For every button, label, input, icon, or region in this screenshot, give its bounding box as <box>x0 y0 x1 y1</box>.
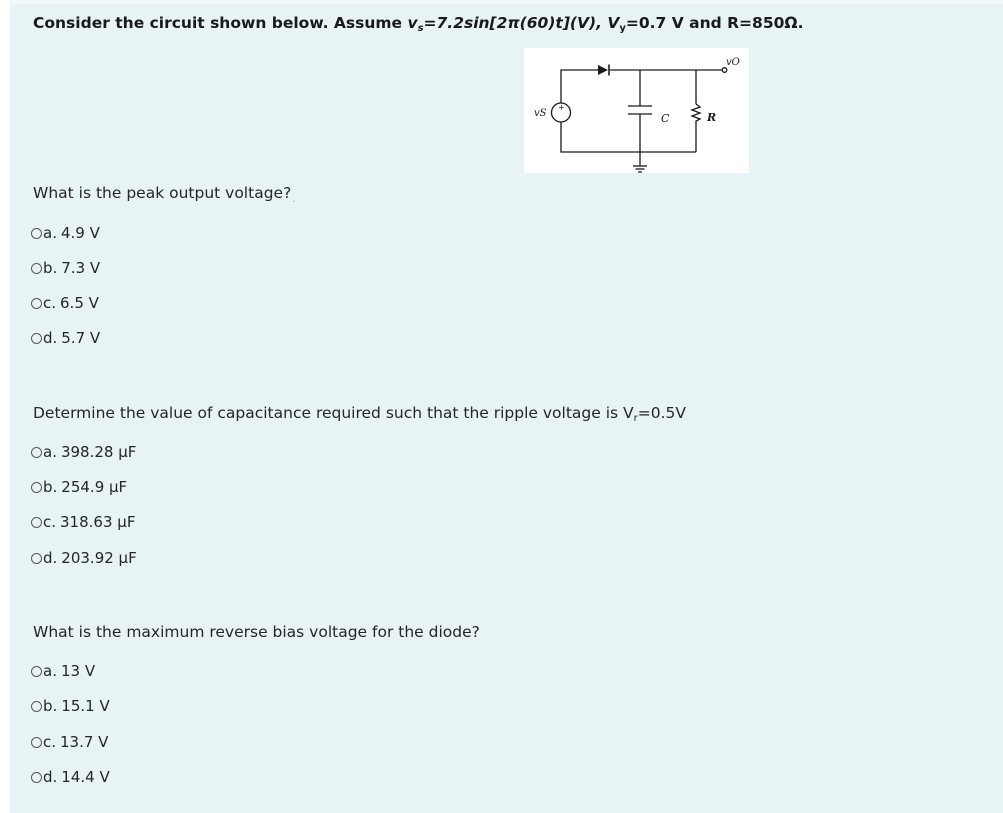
q3-option-d[interactable]: d. 14.4 V <box>31 766 110 788</box>
radio-button[interactable] <box>31 772 42 783</box>
capacitor-label: C <box>661 112 670 125</box>
q3-option-b[interactable]: b. 15.1 V <box>31 695 110 717</box>
question-3-text: What is the maximum reverse bias voltage for the diode? <box>33 623 480 641</box>
diode-symbol <box>598 65 609 76</box>
radio-button[interactable] <box>31 298 42 309</box>
radio-button[interactable] <box>31 333 42 344</box>
q1-option-c[interactable]: c. 6.5 V <box>31 292 99 314</box>
radio-button[interactable] <box>31 666 42 677</box>
question-1-text: What is the peak output $voltage?_.$ <box>33 184 296 205</box>
question-1-marker: . <box>292 194 296 205</box>
q3-option-a[interactable]: a. 13 V <box>31 660 95 682</box>
radio-button[interactable] <box>31 553 42 564</box>
resistor-label: R <box>707 111 717 124</box>
radio-button[interactable] <box>31 737 42 748</box>
rectifier-circuit-diagram <box>524 48 749 173</box>
radio-button[interactable] <box>31 263 42 274</box>
q1-option-a[interactable]: a. 4.9 V <box>31 222 100 244</box>
q1-option-d[interactable]: d. 5.7 V <box>31 327 100 349</box>
circuit-figure <box>524 48 749 173</box>
output-label: vO <box>726 57 740 68</box>
question-2-text: Determine the value of capacitance required such that the ripple voltage is $V_r=0.5V$ <box>33 404 687 424</box>
source-label: vS <box>534 108 547 119</box>
radio-button[interactable] <box>31 447 42 458</box>
radio-button[interactable] <box>31 517 42 528</box>
radio-button[interactable] <box>31 701 42 712</box>
q1-option-b[interactable]: b. 7.3 V <box>31 257 100 279</box>
problem-statement: Consider the circuit shown below. Assume $v_s=7.2\sin[2\pi(60)t](V)$, $V_y=0.7$ V and R=850Ω. <box>33 14 804 34</box>
radio-button[interactable] <box>31 482 42 493</box>
radio-button[interactable] <box>31 228 42 239</box>
q2-option-a[interactable]: a. 398.28 μF <box>31 441 136 463</box>
q3-option-c[interactable]: c. 13.7 V <box>31 731 108 753</box>
plus-sign: + <box>558 103 565 112</box>
q2-option-c[interactable]: c. 318.63 μF <box>31 511 135 533</box>
q2-option-b[interactable]: b. 254.9 μF <box>31 476 127 498</box>
q2-option-d[interactable]: d. 203.92 μF <box>31 547 137 569</box>
